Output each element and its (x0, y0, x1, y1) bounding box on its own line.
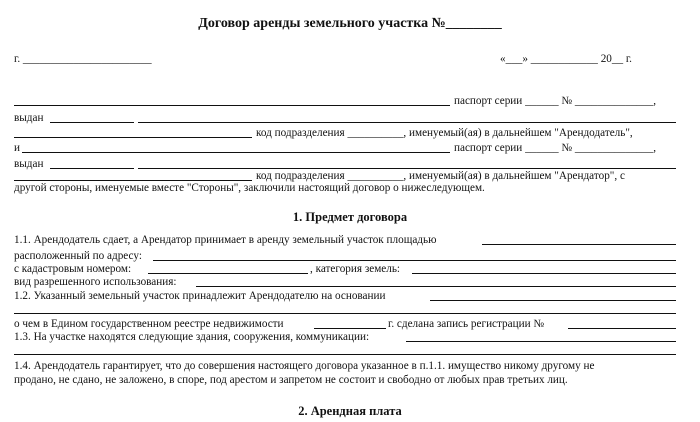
area-line (482, 244, 676, 245)
tenant-issuer-line (14, 180, 252, 181)
landlord-issued-line-a (50, 122, 134, 123)
parties-conclusion: другой стороны, именуемые вместе "Стороны", заключили настоящий договор о нижеследующем. (14, 182, 485, 194)
registry-number-line (568, 328, 676, 329)
landlord-issuer-line (14, 137, 252, 138)
registry-date-line (314, 328, 386, 329)
permitted-use-line (196, 286, 676, 287)
landlord-dept-code: код подразделения __________, именуемый(ая) в дальнейшем "Арендодатель", (256, 127, 633, 139)
clause-1-3: 1.3. На участке находятся следующие здания, сооружения, коммуникации: (14, 331, 370, 343)
section1-heading: 1. Предмет договора (292, 210, 408, 224)
permitted-use-label: вид разрешенного использования: (14, 276, 177, 288)
land-category-line (412, 273, 676, 274)
cadastral-line (148, 273, 308, 274)
clause-1-4-line-1: 1.4. Арендодатель гарантирует, что до совершения настоящего договора указанное в п.1.1. имущество никому другому не (14, 360, 595, 372)
tenant-issued-label: выдан (14, 158, 44, 170)
clause-1-2: 1.2. Указанный земельный участок принадлежит Арендодателю на основании (14, 290, 386, 302)
location-label: расположенный по адресу: (14, 250, 142, 262)
tenant-issued-line-b (138, 168, 676, 169)
buildings-line-2 (14, 354, 676, 355)
registry-record-label: г. сделана запись регистрации № (388, 318, 545, 330)
and-label: и (14, 142, 20, 154)
buildings-line (406, 341, 676, 342)
ownership-basis-line (430, 300, 676, 301)
address-line (153, 260, 676, 261)
landlord-passport: паспорт серии ______ № ______________, (454, 95, 657, 107)
city-field: г. _______________________ (14, 53, 152, 65)
landlord-issued-label: выдан (14, 112, 44, 124)
tenant-name-line (22, 152, 450, 153)
document-title: Договор аренды земельного участка №________ (198, 16, 502, 31)
section2-heading: 2. Арендная плата (298, 404, 402, 418)
landlord-issued-line-b (138, 122, 676, 123)
landlord-name-line (14, 105, 450, 106)
cadastral-label: с кадастровым номером: (14, 263, 132, 275)
tenant-passport: паспорт серии ______ № ______________, (454, 142, 657, 154)
date-field: «___» ____________ 20__ г. (500, 53, 632, 65)
clause-1-1: 1.1. Арендодатель сдает, а Арендатор принимает в аренду земельный участок площадью (14, 234, 437, 246)
tenant-issued-line-a (50, 168, 134, 169)
clause-1-4-line-2: продано, не сдано, не заложено, в споре, под арестом и запретом не состоит и свободно от любых прав третьих лиц. (14, 374, 568, 386)
land-category-label: , категория земель: (310, 263, 401, 275)
registry-text: о чем в Едином государственном реестре недвижимости (14, 318, 284, 330)
ownership-basis-line-2 (14, 313, 676, 314)
tenant-dept-code: код подразделения __________, именуемый(ая) в дальнейшем "Арендатор", с (256, 170, 625, 182)
